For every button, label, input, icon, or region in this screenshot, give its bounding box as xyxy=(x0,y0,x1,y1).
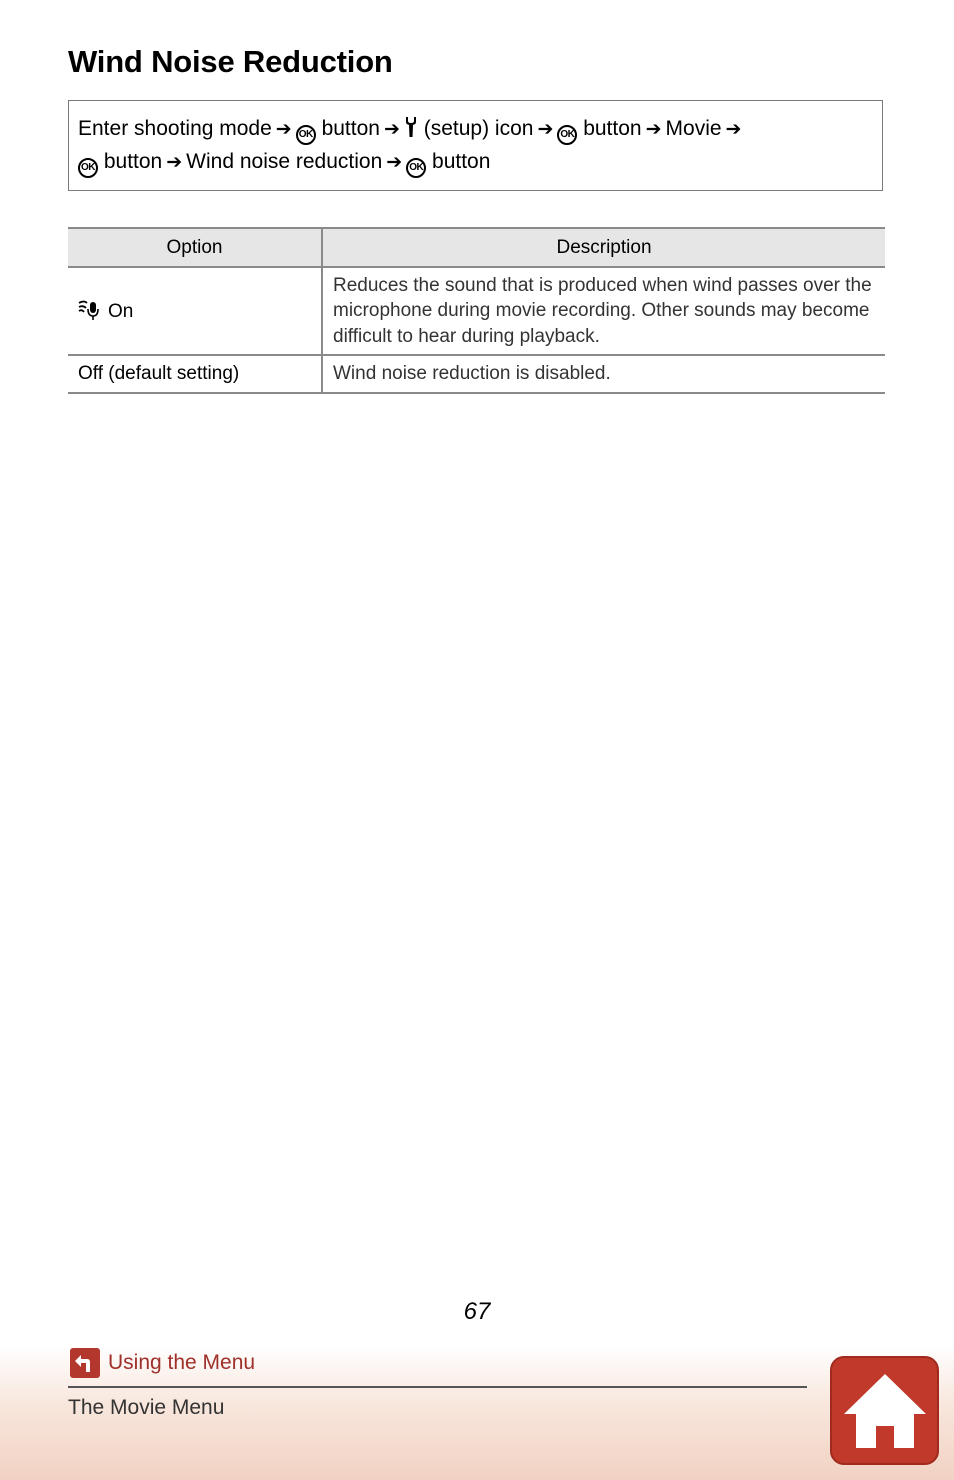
table-row xyxy=(68,355,885,393)
return-arrow-icon xyxy=(70,1348,100,1378)
arrow-icon: ➔ xyxy=(275,119,292,140)
path-text: Enter shooting mode xyxy=(78,117,272,140)
path-text: button xyxy=(321,117,380,140)
arrow-icon: ➔ xyxy=(725,119,742,140)
column-header-description: Description xyxy=(322,228,885,267)
ok-button-icon: OK xyxy=(557,125,577,145)
option-label: Off (default setting) xyxy=(68,355,322,393)
option-label: On xyxy=(108,301,134,322)
table-header-row xyxy=(68,228,885,267)
path-text: Wind noise reduction xyxy=(186,150,383,173)
column-header-option: Option xyxy=(68,228,322,267)
wind-noise-mic-icon xyxy=(78,299,102,321)
arrow-icon: ➔ xyxy=(166,152,183,173)
ok-button-icon: OK xyxy=(406,158,426,178)
arrow-icon: ➔ xyxy=(645,119,662,140)
footer-divider xyxy=(68,1386,807,1388)
arrow-icon: ➔ xyxy=(537,119,554,140)
description-cell: Reduces the sound that is produced when wind passes over the microphone during movie recording. Other sounds may become difficult to hear during playback. xyxy=(322,267,885,355)
page-number: 67 xyxy=(463,1298,491,1325)
path-text: button xyxy=(432,150,491,173)
section-name: The Movie Menu xyxy=(68,1396,225,1419)
home-button[interactable] xyxy=(830,1356,939,1465)
path-text: button xyxy=(583,117,642,140)
path-text: button xyxy=(103,150,163,173)
option-cell xyxy=(68,267,322,355)
description-cell: Wind noise reduction is disabled. xyxy=(322,355,885,393)
options-table xyxy=(68,227,885,394)
arrow-icon: ➔ xyxy=(386,152,403,173)
path-text: Movie xyxy=(665,117,722,140)
table-row xyxy=(68,267,885,355)
home-icon xyxy=(840,1368,930,1454)
page-title: Wind Noise Reduction xyxy=(68,44,393,79)
wrench-icon xyxy=(404,116,418,138)
arrow-icon: ➔ xyxy=(383,119,400,140)
ok-button-icon: OK xyxy=(78,158,98,178)
path-text: (setup) icon xyxy=(423,117,534,140)
ok-button-icon: OK xyxy=(296,125,316,145)
back-link-using-the-menu[interactable] xyxy=(70,1348,255,1378)
back-link-label: Using the Menu xyxy=(108,1351,256,1374)
menu-path-box xyxy=(68,100,883,191)
